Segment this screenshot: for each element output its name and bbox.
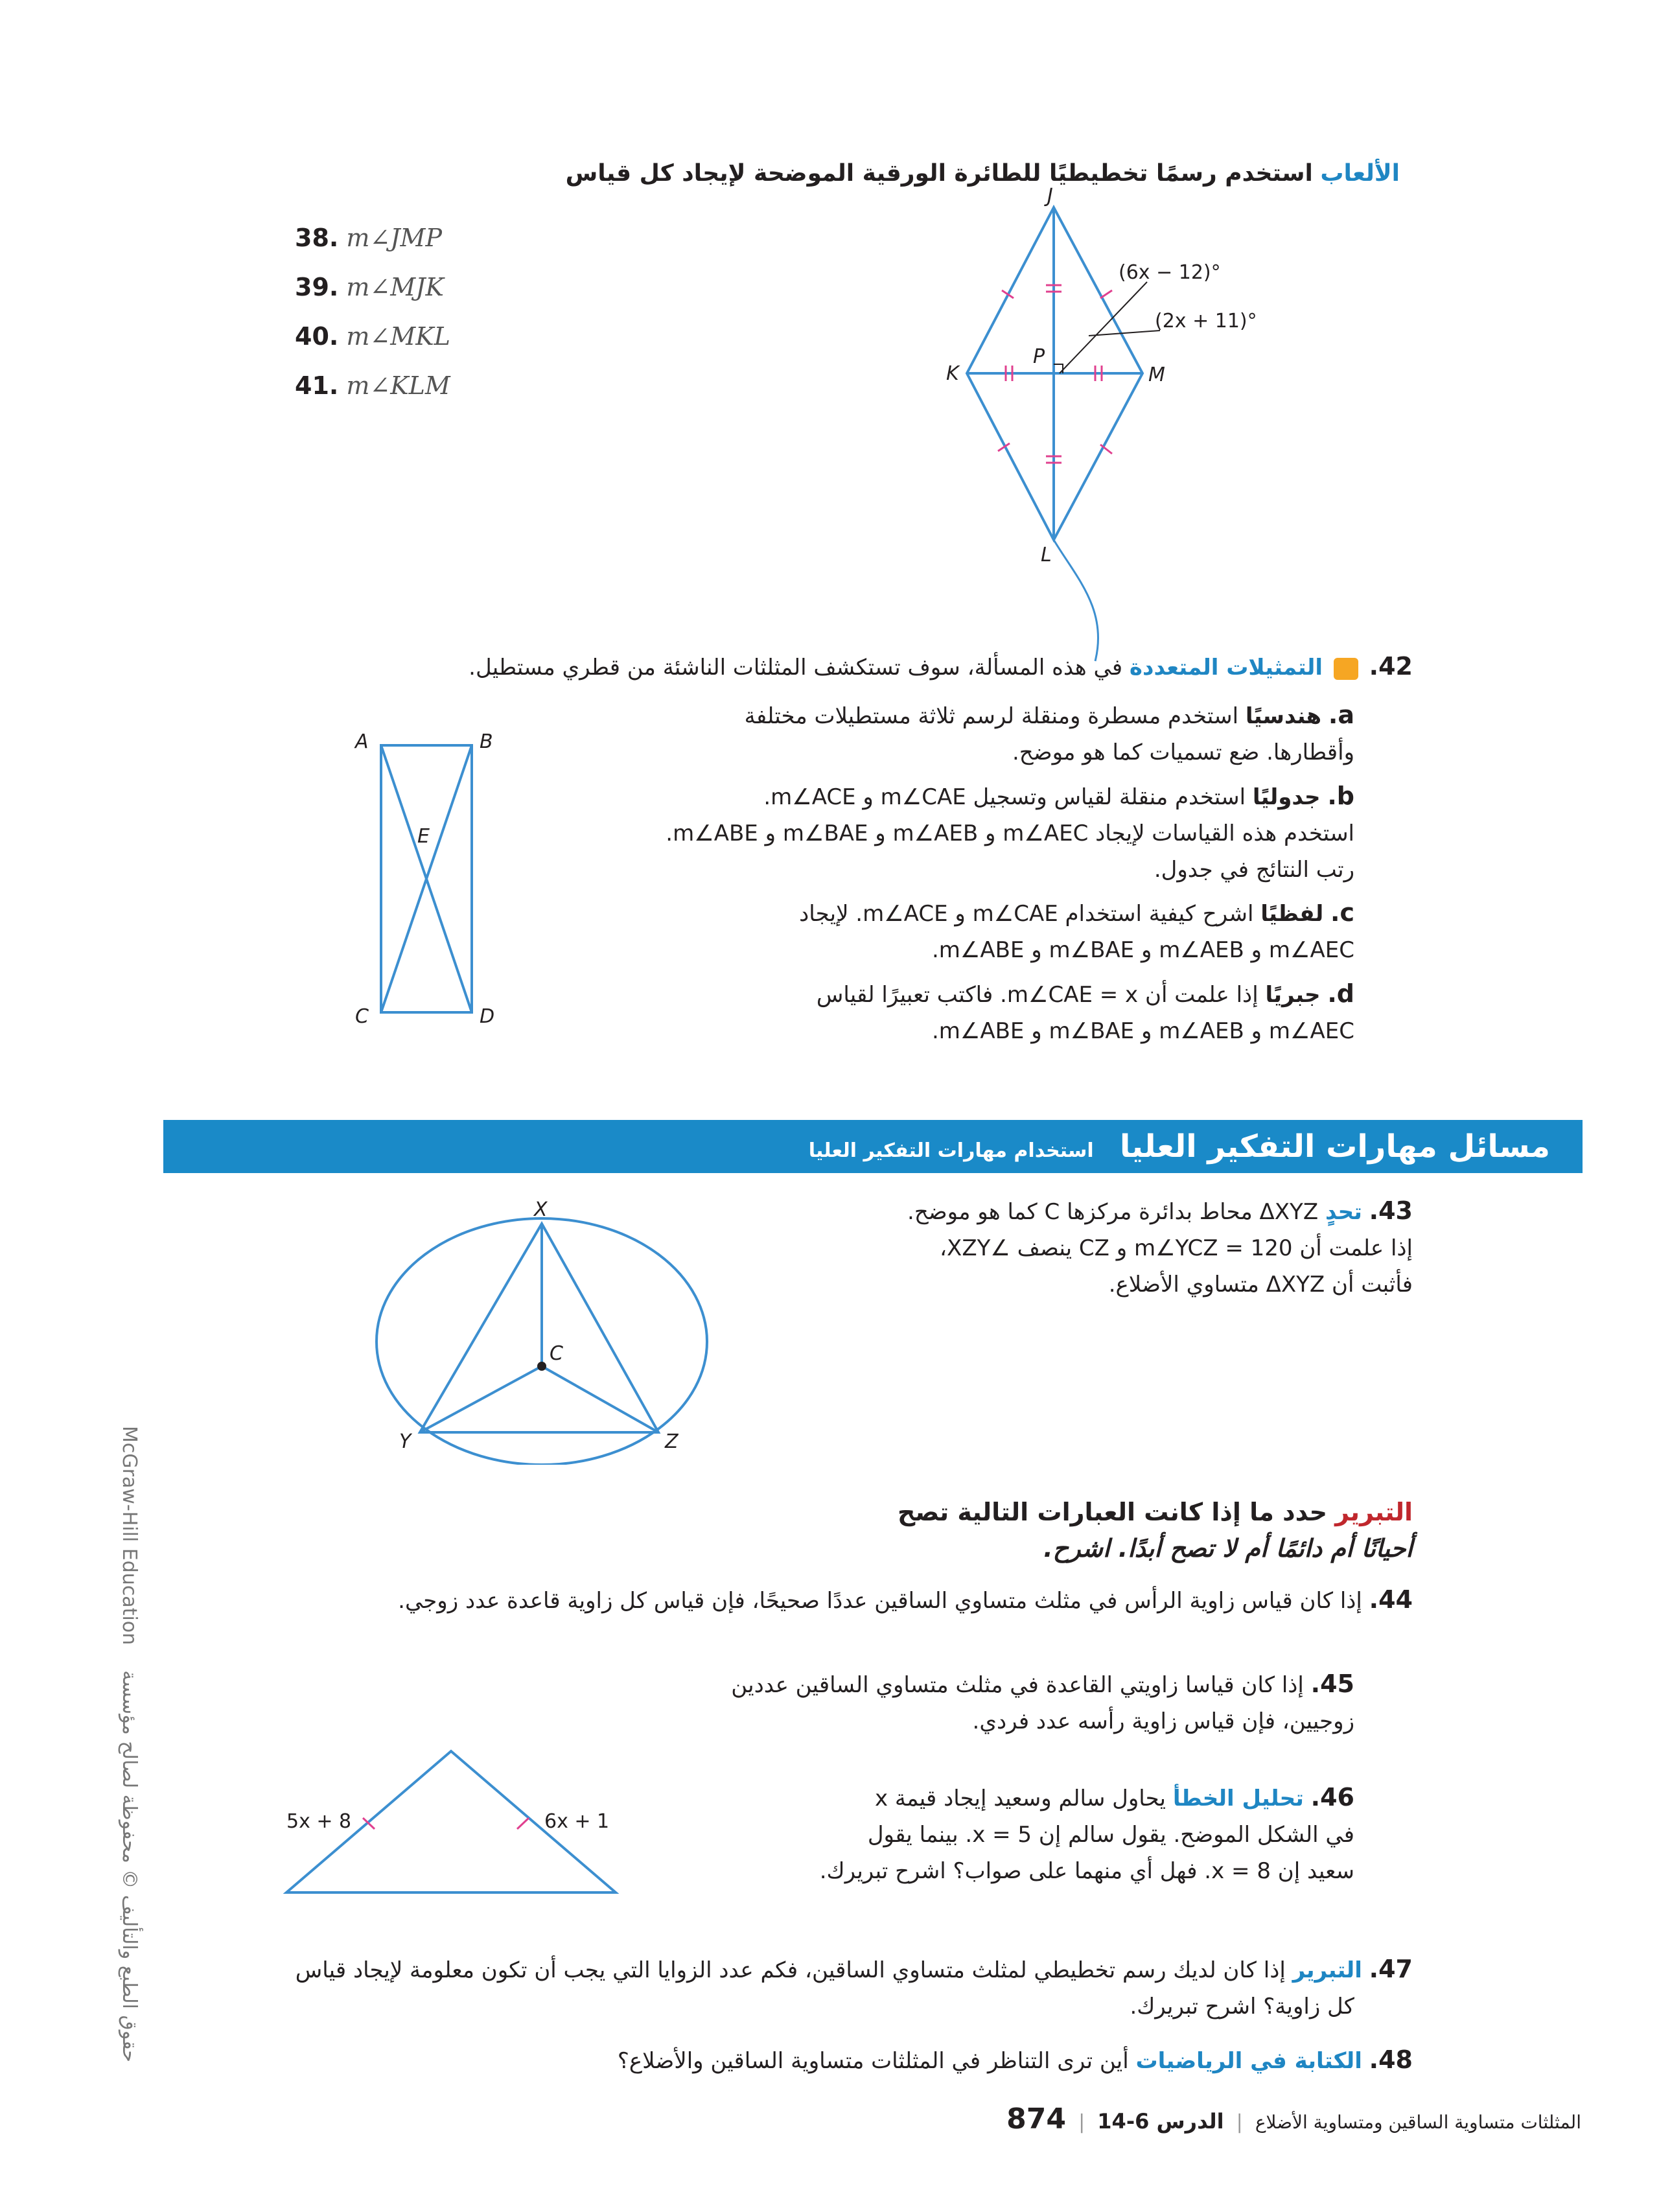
kite-diagram bbox=[894, 181, 1309, 674]
copyright-text: حقوق الطبع والتأليف © محفوظة لصالح مؤسسة bbox=[118, 1670, 141, 2062]
q46: 46. تحليل الخطأ يحاول سالم وسعيد إيجاد قيمة x في الشكل الموضح. يقول سالم إن x = 5. بينما يقول سعيد إن x = 8. فهل أي منهما على صواب؟ اشرح تبريرك. bbox=[819, 1783, 1354, 1884]
q44: 44. إذا كان قياس زاوية الرأس في مثلث متساوي الساقين عددًا صحيحًا، فإن قياس كل زاوية قاعدة عدد زوجي. bbox=[398, 1585, 1413, 1614]
label-x: X bbox=[534, 1198, 548, 1221]
kite-tail bbox=[1054, 540, 1098, 661]
label-z: Z bbox=[665, 1430, 679, 1453]
expr-6x: (6x − 12)° bbox=[1119, 261, 1221, 284]
label-d: D bbox=[480, 1005, 495, 1028]
q43: 43. تحدٍ ΔXYZ محاط بدائرة مركزها C كما هو موضح. إذا علمت أن m∠YCZ = 120 و CZ ينصف ∠XZY، فأثبت أن ΔXYZ متساوي الأضلاع. bbox=[907, 1196, 1413, 1298]
q42-part-b: b. جدوليًا استخدم منقلة لقياس وتسجيل m∠CAE و m∠ACE. استخدم هذه القياسات لإيجاد m∠AEC و m∠AEB و m∠BAE و m∠ABE. رتب النتائج في جدول. bbox=[666, 782, 1354, 883]
center-point bbox=[537, 1362, 546, 1371]
publisher-sidebar bbox=[113, 1426, 145, 2106]
label-e: E bbox=[417, 825, 430, 848]
side-left-expr: 5x + 8 bbox=[286, 1810, 352, 1833]
rectangle-diagram bbox=[350, 726, 518, 1037]
label-j: J bbox=[1047, 185, 1053, 207]
q42-intro: 42. التمثيلات المتعددة في هذه المسألة، سوف تستكشف المثلثات الناشئة من قطري مستطيل. bbox=[469, 652, 1413, 681]
games-label: الألعاب bbox=[1320, 160, 1400, 187]
chapter-title: المثلثات متساوية الساقين ومتساوية الأضلاع bbox=[1255, 2112, 1581, 2133]
triangle-xyz bbox=[420, 1224, 658, 1432]
games-instruction: استخدم رسمًا تخطيطيًا للطائرة الورقية الموضحة لإيجاد كل قياس bbox=[565, 160, 1313, 187]
circle-diagram bbox=[363, 1193, 726, 1465]
q42-part-a: a. هندسيًا استخدم مسطرة ومنقلة لرسم ثلاثة مستطيلات مختلفة وأقطارها. ضع تسميات كما هو موضح. bbox=[744, 701, 1354, 765]
multiple-representations-icon bbox=[1334, 658, 1358, 680]
kite-question: 39. m∠MJK bbox=[295, 273, 444, 301]
label-p: P bbox=[1033, 345, 1045, 368]
label-a: A bbox=[355, 730, 369, 753]
q42-part-c: c. لفظيًا اشرح كيفية استخدام m∠CAE و m∠ACE. لإيجاد m∠AEC و m∠AEB و m∠BAE و m∠ABE. bbox=[799, 898, 1354, 963]
isosceles-triangle-diagram bbox=[272, 1737, 635, 1905]
hots-bar bbox=[163, 1120, 1583, 1173]
label-c: C bbox=[355, 1005, 369, 1028]
kite-question: 38. m∠JMP bbox=[295, 224, 443, 252]
label-y: Y bbox=[399, 1430, 412, 1453]
hots-title: مسائل مهارات التفكير العليا bbox=[1119, 1128, 1550, 1165]
label-b: B bbox=[480, 730, 493, 753]
tick-mark bbox=[517, 1818, 529, 1829]
kite-question-list bbox=[295, 224, 554, 421]
label-l: L bbox=[1041, 544, 1052, 566]
label-c-center: C bbox=[550, 1342, 563, 1365]
q45: 45. إذا كان قياسا زاويتي القاعدة في مثلث متساوي الساقين عددين زوجيين، فإن قياس زاوية رأسه عدد فردي. bbox=[731, 1670, 1354, 1734]
reasoning-header: التبرير حدد ما إذا كانت العبارات التالية تصح أحيانًا أم دائمًا أم لا تصح أبدًا. اشرح. bbox=[897, 1498, 1413, 1563]
expr-2x: (2x + 11)° bbox=[1155, 310, 1257, 332]
tick-mark bbox=[1100, 290, 1112, 298]
q48: 48. الكتابة في الرياضيات أين ترى التناظر في المثلثات متساوية الساقين والأضلاع؟ bbox=[617, 2045, 1413, 2074]
page-number: 874 bbox=[1006, 2102, 1066, 2136]
label-m: M bbox=[1148, 364, 1165, 386]
lesson-label: الدرس 6-14 bbox=[1097, 2109, 1224, 2134]
kite-question: 41. m∠KLM bbox=[295, 371, 450, 400]
label-k: K bbox=[946, 362, 959, 385]
q47: 47. التبرير إذا كان لديك رسم تخطيطي لمثلث متساوي الساقين، فكم عدد الزوايا التي يجب أن تكون معلومة لإيجاد قياس كل زاوية؟ اشرح تبريرك. bbox=[295, 1955, 1413, 2020]
q42-part-d: d. جبريًا إذا علمت أن m∠CAE = x. فاكتب تعبيرًا لقياس m∠AEC و m∠AEB و m∠BAE و m∠ABE. bbox=[816, 979, 1354, 1044]
publisher-name: McGraw-Hill Education bbox=[118, 1426, 141, 1646]
page-footer: المثلثات متساوية الساقين ومتساوية الأضلاع | الدرس 6-14 | 874 bbox=[1006, 2102, 1581, 2136]
side-right-expr: 6x + 1 bbox=[544, 1810, 610, 1833]
kite-question: 40. m∠MKL bbox=[295, 322, 450, 351]
hots-subtitle: استخدام مهارات التفكير العليا bbox=[808, 1139, 1094, 1162]
